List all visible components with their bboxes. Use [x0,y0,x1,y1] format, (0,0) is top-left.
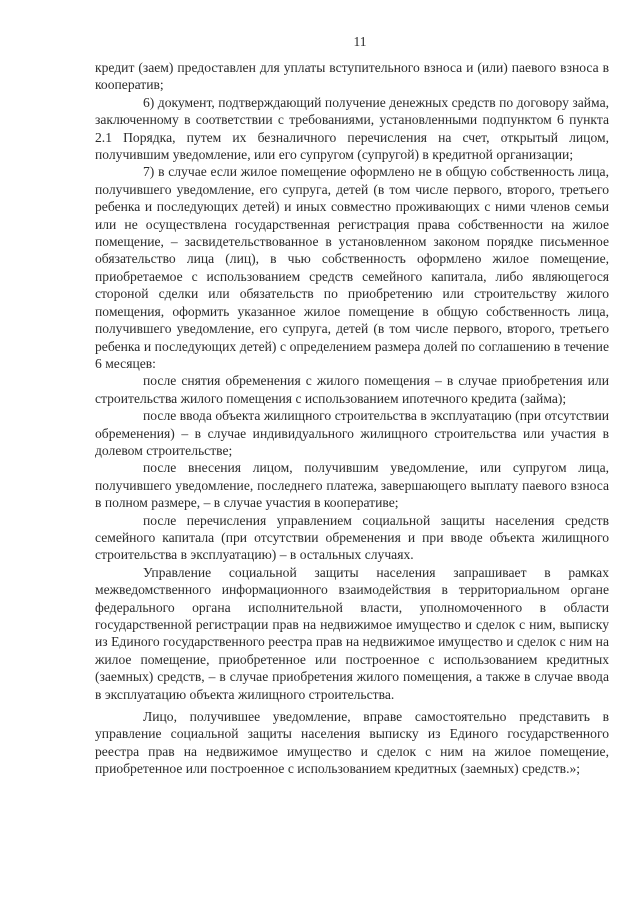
paragraph: после внесения лицом, получившим уведомление, или супругом лица, получившего уведомление, последнего платежа, завершающего выплату паевого взноса в полном размере, – в случае участия в кооперативе; [95,460,609,511]
paragraph: после ввода объекта жилищного строительства в эксплуатацию (при отсутствии обременения) – в случае индивидуального жилищного строительства или участия в долевом строительстве; [95,408,609,458]
paragraph: 7) в случае если жилое помещение оформлено не в общую собственность лица, получившего уведомление, его супруга, детей (в том числе первого, второго, третьего ребенка и последующих детей) и иных совместно проживающих с ними членов семьи или не осуществлена государственная регистрация права собственности на жилое помещение, – засвидетельствованное в установленном законом порядке письменное обязательство лица (лиц), в чью собственность оформлено жилое помещение, приобретаемое с использованием средств семейного капитала, либо являющегося стороной сделки или обязательств по приобретению или строительству жилого помещения, оформить указанное жилое помещение в общую собственность лица, получившего уведомление, его супруга, детей (в том числе первого, второго, третьего ребенка и последующих детей) с определением размера долей по соглашению в течение 6 месяцев: [95,164,609,371]
paragraph: 6) документ, подтверждающий получение денежных средств по договору займа, заключенному в соответствии с требованиями, установленными подпунктом 6 пункта 2.1 Порядка, путем их безналичного перечисления на счет, открытый лицом, получившим уведомление, или его супругом (супругой) в кредитной организации; [95,94,609,163]
body-text [95,59,609,778]
paragraph: Лицо, получившее уведомление, вправе самостоятельно представить в управление социальной защиты населения выписку из Единого государственного реестра прав на недвижимое имущество и сделок с ним на жилое помещение, приобретенное или построенное с использованием кредитных (заемных) средств.»; [95,709,609,777]
paragraph: кредит (заем) предоставлен для уплаты вступительного взноса и (или) паевого взноса в кооператив; [95,60,609,93]
paragraph: Управление социальной защиты населения запрашивает в рамках межведомственного информационного взаимодействия в территориальном органе федерального органа исполнительной власти, уполномоченного в области государственной регистрации прав на недвижимое имущество и сделок с ним, выписку из Единого государственного реестра прав на недвижимое имущество и сделок с ним на жилое помещение, приобретенное или построенное с использованием кредитных (заемных) средств, – в случае приобретения жилого помещения, а также в случае ввода в эксплуатацию объекта жилищного строительства. [95,564,609,702]
page-number: 11 [353,34,367,49]
paragraph: после перечисления управлением социальной защиты населения средств семейного капитала (при отсутствии обременения и при вводе объекта жилищного строительства в эксплуатацию) – в остальных случаях. [95,512,609,563]
paragraph: после снятия обременения с жилого помещения – в случае приобретения или строительства жилого помещения с использованием ипотечного кредита (займа); [95,373,609,406]
